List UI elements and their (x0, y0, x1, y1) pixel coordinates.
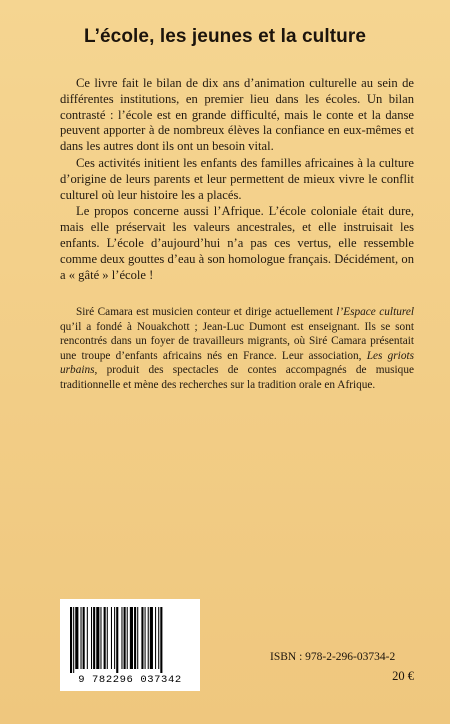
author-bio-paragraph (60, 305, 414, 393)
price-label: 20 € (392, 669, 414, 683)
summary-paragraph-2: Ces activités initient les enfants des familles africaines à la culture d’origine de leurs parents et leur permettent de mieux vivre le conflit culturel où leur histoire les a placés. (60, 155, 414, 202)
summary-paragraph-3: Le propos concerne aussi l’Afrique. L’école coloniale était dure, mais elle préservait les valeurs ancestrales, et elle instruisait les enfants. L’école d’aujourd’hui n’a pas ces vertus, elle ressemble comme deux gouttes d’eau à son homologue français. Décidément, on a « gâté » l’école ! (60, 204, 414, 282)
barcode-bar (104, 607, 106, 669)
bio-italic-2: Les griots urbains (60, 349, 414, 377)
barcode-bar (145, 607, 146, 669)
bio-italic-1: l’Espace culturel (336, 306, 414, 318)
barcode-bar (100, 607, 101, 669)
barcode-bar (93, 607, 95, 669)
barcode-bar (75, 607, 78, 669)
barcode-bar (130, 607, 133, 669)
bio-text-2: qu’il a fondé à Nouakchott ; Jean-Luc Dumont est enseignant. Ils se sont rencontrés dans un foyer de travailleurs migrants, où Siré Camara présentait une troupe d’enfants africains nés en France. Leur association, (60, 320, 414, 362)
barcode-bar (107, 607, 108, 669)
bio-text-3: , produit des spectacles de contes accompagnés de musique traditionnelle et mène des recherches sur la tradition orale en Afrique. (60, 364, 414, 391)
barcode-bar (73, 607, 74, 673)
book-title: L’école, les jeunes et la culture (83, 26, 367, 47)
bio-text-1: Siré Camara est musicien conteur et dirige actuellement (76, 306, 337, 318)
barcode-bar (87, 607, 88, 669)
barcode-bar (148, 607, 149, 669)
barcode-bar (124, 607, 126, 669)
barcode-bar (114, 607, 115, 669)
barcode-bar (70, 607, 72, 673)
barcode-bar (137, 607, 138, 669)
barcode-bar (116, 607, 118, 673)
barcode-bar (127, 607, 128, 669)
isbn-label: ISBN : 978-2-296-03734-2 (270, 651, 396, 663)
barcode-bar (150, 607, 153, 669)
barcode-bar (91, 607, 92, 669)
barcode-bar (141, 607, 143, 669)
summary-paragraph-1: Ce livre fait le bilan de dix ans d’animation culturelle au sein de différentes institutions, en premier lieu dans les écoles. Un bilan contrasté : l’école est en grande difficulté, mais le conte et la danse peuvent apporter à de nombreux élèves la confiance en eux-mêmes et dans les autres dont ils ont un besoin vital. (60, 76, 414, 154)
barcode-bar (83, 607, 85, 669)
book-summary (60, 76, 414, 283)
barcode-bar (111, 607, 112, 669)
barcode-digits: 9 782296 037342 (78, 674, 182, 686)
barcode-bar (158, 607, 159, 669)
barcode-bar (160, 607, 162, 673)
author-bio (60, 305, 414, 393)
barcode-bars-icon (68, 607, 192, 673)
barcode-bar (96, 607, 99, 669)
barcode-bar (155, 607, 156, 669)
barcode-bar (121, 607, 122, 669)
barcode (60, 599, 200, 691)
barcode-bar (81, 607, 82, 669)
barcode-bar (134, 607, 136, 669)
